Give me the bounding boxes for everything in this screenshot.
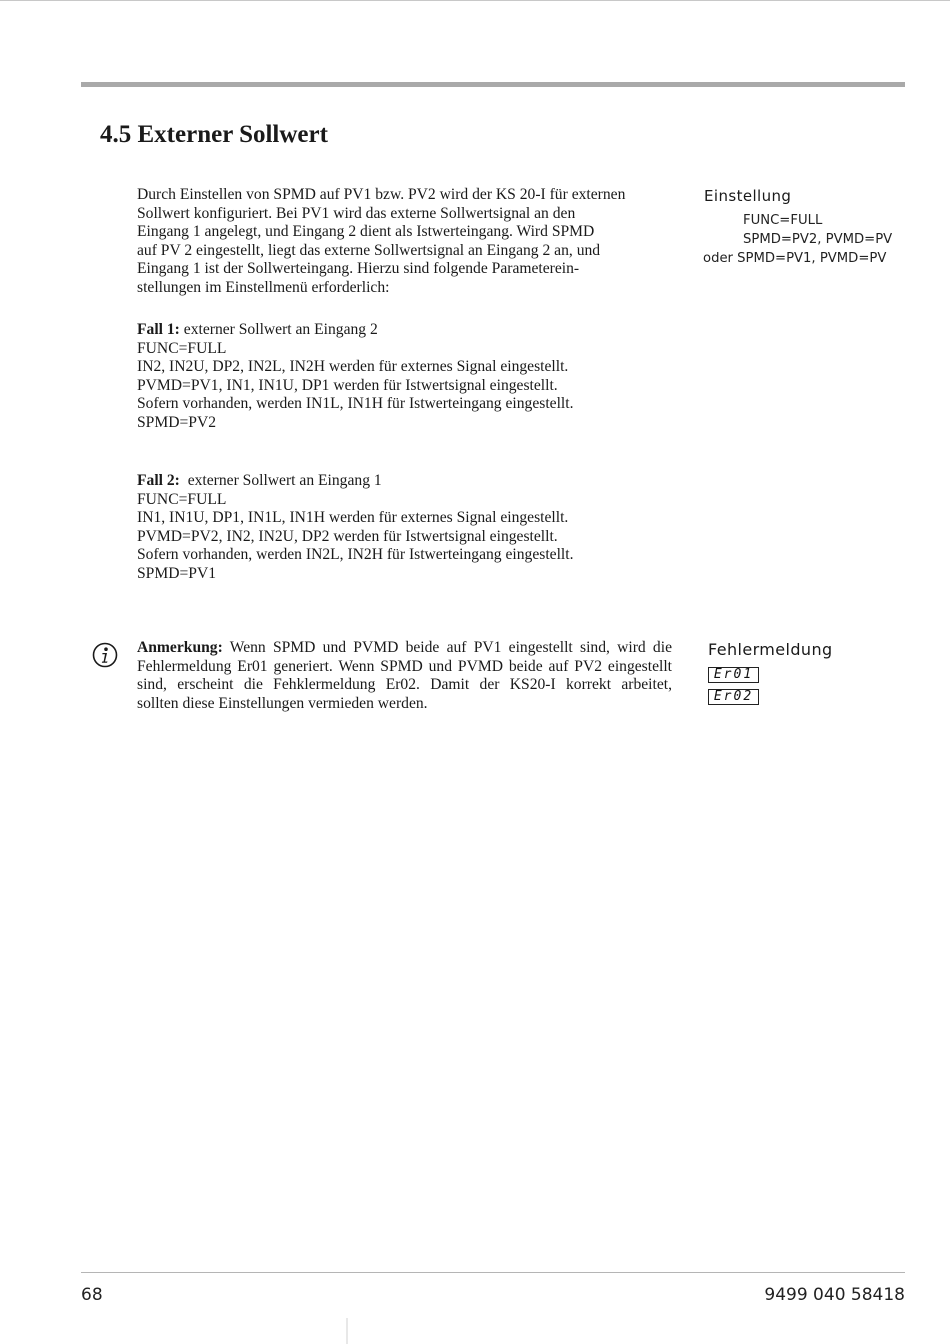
document-number: 9499 040 58418 [764,1285,905,1305]
note-line: sind, erscheint die Fehklermeldung Er02. Damit der KS20-I korrekt arbeitet, [137,676,672,693]
top-edge-line [0,0,950,1]
case-2-heading-text: externer Sollwert an Eingang 1 [179,472,382,489]
note-label: Anmerkung: [137,639,223,656]
case-2-heading [137,472,574,491]
note-line: sollten diese Einstellungen vermieden werden. [137,694,428,712]
case-1-line: SPMD=PV2 [137,413,216,431]
header-rule [81,82,905,87]
sidebar-setting-line: oder SPMD=PV1, PVMD=PV [703,251,887,266]
error-code-display: Er01 [708,667,759,683]
case-1-line: PVMD=PV1, IN1, IN1U, DP1 werden für Istwertsignal eingestellt. [137,376,558,394]
case-2-line: FUNC=FULL [137,490,227,508]
note-first-line-text: Wenn SPMD und PVMD beide auf PV1 eingestellt sind, wird die [222,639,672,656]
case-2-line: IN1, IN1U, DP1, IN1L, IN1H werden für externes Signal eingestellt. [137,509,569,526]
footer-rule [81,1272,905,1273]
case-2-line: SPMD=PV1 [137,564,216,582]
case-1-line: FUNC=FULL [137,339,227,357]
section-title: 4.5 Externer Sollwert [100,121,328,148]
sidebar-einstellung-lines [703,211,896,268]
intro-line: auf PV 2 eingestellt, liegt das externe Sollwertsignal an Eingang 2 an, und [137,241,601,259]
intro-line: Eingang 1 ist der Sollwerteingang. Hierzu sind folgende Parameterein- [137,260,580,277]
case-2-block [137,472,574,583]
page-number: 68 [81,1285,103,1305]
sidebar-einstellung-heading: Einstellung [704,187,792,205]
case-1-heading-text: externer Sollwert an Eingang 2 [179,321,378,338]
info-icon [92,642,118,668]
intro-paragraph [137,186,625,297]
scan-artifact [346,1318,348,1344]
note-paragraph [137,639,672,713]
intro-line: Durch Einstellen von SPMD auf PV1 bzw. PV2 wird der KS 20-I für externen [137,186,626,203]
case-2-label: Fall 2: [137,472,180,489]
case-1-line: IN2, IN2U, DP2, IN2L, IN2H werden für externes Signal eingestellt. [137,358,569,375]
case-1-heading [137,321,574,340]
sidebar-fehlermeldung-heading: Fehlermeldung [708,640,833,659]
case-1-label: Fall 1: [137,321,180,338]
intro-line: Sollwert konfiguriert. Bei PV1 wird das externe Sollwertsignal an den [137,204,576,222]
note-line: Fehlermeldung Er01 generiert. Wenn SPMD und PVMD beide auf PV2 eingestellt [137,657,672,675]
sidebar-setting-line: FUNC=FULL [743,213,823,228]
case-2-line: PVMD=PV2, IN2, IN2U, DP2 werden für Istwertsignal eingestellt. [137,527,558,545]
intro-line: Eingang 1 angelegt, und Eingang 2 dient als Istwerteingang. Wird SPMD [137,223,595,240]
case-1-block [137,321,574,432]
sidebar-setting-line: SPMD=PV2, PVMD=PV [743,232,893,247]
case-2-line: Sofern vorhanden, werden IN2L, IN2H für Istwerteingang eingestellt. [137,546,574,563]
error-code-display: Er02 [708,689,759,705]
case-1-line: Sofern vorhanden, werden IN1L, IN1H für Istwerteingang eingestellt. [137,395,574,412]
intro-line: stellungen im Einstellmenü erforderlich: [137,278,390,296]
note-line [137,639,672,658]
